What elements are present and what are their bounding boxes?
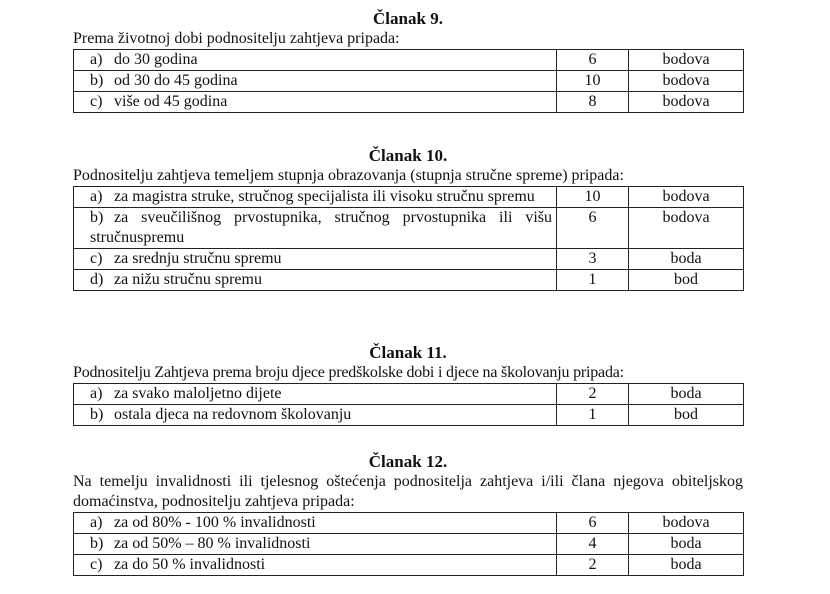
criterion-cell — [74, 187, 557, 208]
points-cell: 6 — [557, 208, 629, 249]
points-cell: 4 — [557, 534, 629, 555]
article-intro: Prema životnoj dobi podnositelju zahtjeva pripada: — [73, 30, 400, 47]
item-text: više od 45 godina — [114, 93, 228, 110]
item-text: za srednju stručnu spremu — [114, 250, 282, 267]
table-row — [74, 92, 744, 113]
criterion-cell — [74, 270, 557, 291]
item-text: za svako maloljetno dijete — [114, 385, 282, 402]
article-heading: Članak 11. — [369, 343, 447, 362]
points-cell: 2 — [557, 384, 629, 405]
item-label: a) — [90, 385, 103, 402]
item-label: b) — [90, 535, 104, 552]
item-text: od 30 do 45 godina — [114, 72, 238, 89]
item-label: a) — [90, 51, 103, 68]
item-label: d) — [90, 271, 104, 288]
article-11 — [73, 343, 743, 426]
item-text: za do 50 % invalidnosti — [114, 556, 266, 573]
criterion-cell — [74, 555, 557, 576]
item-text: do 30 godina — [114, 51, 198, 68]
points-cell: 1 — [557, 270, 629, 291]
unit-cell: bodova — [629, 187, 744, 208]
unit-cell: boda — [629, 555, 744, 576]
criterion-cell — [74, 92, 557, 113]
points-cell: 3 — [557, 249, 629, 270]
criterion-cell — [74, 534, 557, 555]
points-table — [73, 383, 744, 426]
table-row — [74, 384, 744, 405]
article-intro: Podnositelju zahtjeva temeljem stupnja obrazovanja (stupnja stručne spreme) pripada: — [73, 167, 624, 184]
item-label: b) — [90, 72, 104, 89]
points-table — [73, 49, 744, 113]
table-row — [74, 534, 744, 555]
points-table — [73, 512, 744, 576]
unit-cell: bodova — [629, 208, 744, 249]
unit-cell: bod — [629, 405, 744, 426]
item-label: a) — [90, 514, 103, 531]
unit-cell: bod — [629, 270, 744, 291]
points-cell: 2 — [557, 555, 629, 576]
points-cell: 10 — [557, 71, 629, 92]
item-text: za nižu stručnu spremu — [114, 271, 262, 288]
points-cell: 6 — [557, 50, 629, 71]
criterion-cell — [74, 405, 557, 426]
item-label: b) — [90, 209, 104, 226]
article-intro: Na temelju invalidnosti ili tjelesnog oštećenja podnositelja zahtjeva i/ili člana njegova obiteljskog domaćinstva, podnositelju zahtjeva pripada: — [73, 473, 743, 510]
points-cell: 8 — [557, 92, 629, 113]
item-label: c) — [90, 250, 103, 267]
criterion-cell — [74, 513, 557, 534]
item-text: za magistra struke, stručnog specijalista ili visoku stručnu spremu — [114, 188, 535, 205]
criterion-cell — [74, 50, 557, 71]
table-row — [74, 270, 744, 291]
article-9 — [73, 9, 743, 113]
table-row — [74, 405, 744, 426]
article-heading: Članak 10. — [368, 146, 448, 165]
item-label: c) — [90, 556, 103, 573]
item-text: za sveučilišnog prvostupnika, stručnog prvostupnika ili višu stručnuspremu — [90, 209, 552, 246]
points-cell: 1 — [557, 405, 629, 426]
unit-cell: bodova — [629, 71, 744, 92]
item-label: a) — [90, 188, 103, 205]
article-10 — [73, 146, 743, 291]
item-label: b) — [90, 406, 104, 423]
table-row — [74, 208, 744, 249]
criterion-cell — [74, 208, 557, 249]
table-row — [74, 71, 744, 92]
article-heading: Članak 12. — [368, 452, 448, 471]
article-intro: Podnositelju Zahtjeva prema broju djece predškolske dobi i djece na školovanju pripada: — [73, 364, 624, 381]
unit-cell: bodova — [629, 92, 744, 113]
item-text: za od 50% – 80 % invalidnosti — [114, 535, 311, 552]
item-text: za od 80% - 100 % invalidnosti — [114, 514, 316, 531]
criterion-cell — [74, 384, 557, 405]
unit-cell: boda — [629, 534, 744, 555]
item-label: c) — [90, 93, 103, 110]
article-heading: Članak 9. — [373, 9, 443, 28]
unit-cell: boda — [629, 249, 744, 270]
points-cell: 10 — [557, 187, 629, 208]
table-row — [74, 50, 744, 71]
unit-cell: bodova — [629, 513, 744, 534]
table-row — [74, 249, 744, 270]
table-row — [74, 555, 744, 576]
table-row — [74, 187, 744, 208]
table-row — [74, 513, 744, 534]
unit-cell: bodova — [629, 50, 744, 71]
criterion-cell — [74, 71, 557, 92]
points-cell: 6 — [557, 513, 629, 534]
item-text: ostala djeca na redovnom školovanju — [114, 406, 352, 423]
points-table — [73, 186, 744, 291]
article-12 — [73, 452, 743, 576]
unit-cell: boda — [629, 384, 744, 405]
criterion-cell — [74, 249, 557, 270]
